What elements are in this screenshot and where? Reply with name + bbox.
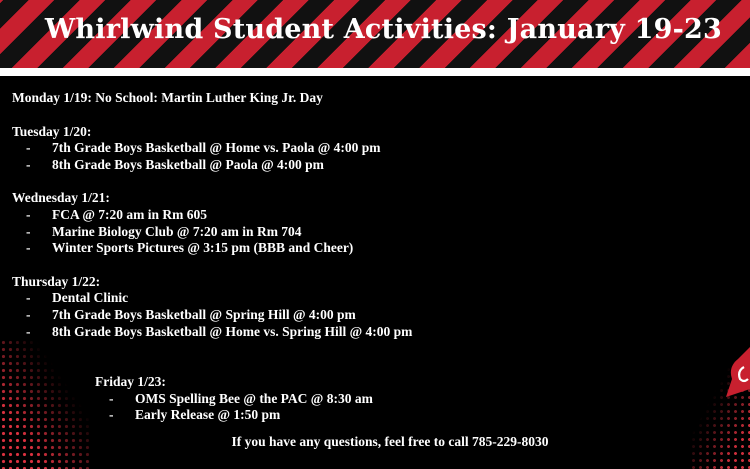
friday-events xyxy=(95,391,732,424)
list-item: - 8th Grade Boys Basketball @ Home vs. Spring Hill @ 4:00 pm xyxy=(12,324,732,341)
list-item: - 8th Grade Boys Basketball @ Paola @ 4:00 pm xyxy=(12,157,732,174)
wednesday-events xyxy=(12,207,732,257)
contact-text: If you have any questions, feel free to call 785-229-8030 xyxy=(231,433,549,449)
list-item: - 7th Grade Boys Basketball @ Spring Hill @ 4:00 pm xyxy=(12,307,732,324)
day-heading-tuesday: Tuesday 1/20: xyxy=(12,123,92,139)
activities-list xyxy=(12,90,732,464)
day-heading-wednesday: Wednesday 1/21: xyxy=(12,190,110,206)
list-item: - Dental Clinic xyxy=(12,290,732,307)
day-heading-monday: Monday 1/19: No School: Martin Luther King Jr. Day xyxy=(12,90,323,105)
list-item: - Marine Biology Club @ 7:20 am in Rm 704 xyxy=(12,224,732,241)
thursday-events xyxy=(12,290,732,340)
friday-block xyxy=(95,374,732,424)
list-item: - OMS Spelling Bee @ the PAC @ 8:30 am xyxy=(95,391,732,408)
list-item: - 7th Grade Boys Basketball @ Home vs. Paola @ 4:00 pm xyxy=(12,140,732,157)
list-item: - Winter Sports Pictures @ 3:15 pm (BBB and Cheer) xyxy=(12,240,732,257)
divider xyxy=(0,68,750,76)
page-title: Whirlwind Student Activities: January 19-23 xyxy=(44,14,722,45)
list-item: - FCA @ 7:20 am in Rm 605 xyxy=(12,207,732,224)
list-item: - Early Release @ 1:50 pm xyxy=(95,407,732,424)
tuesday-events xyxy=(12,140,732,173)
day-heading-friday: Friday 1/23: xyxy=(95,374,166,390)
day-heading-thursday: Thursday 1/22: xyxy=(12,273,101,289)
